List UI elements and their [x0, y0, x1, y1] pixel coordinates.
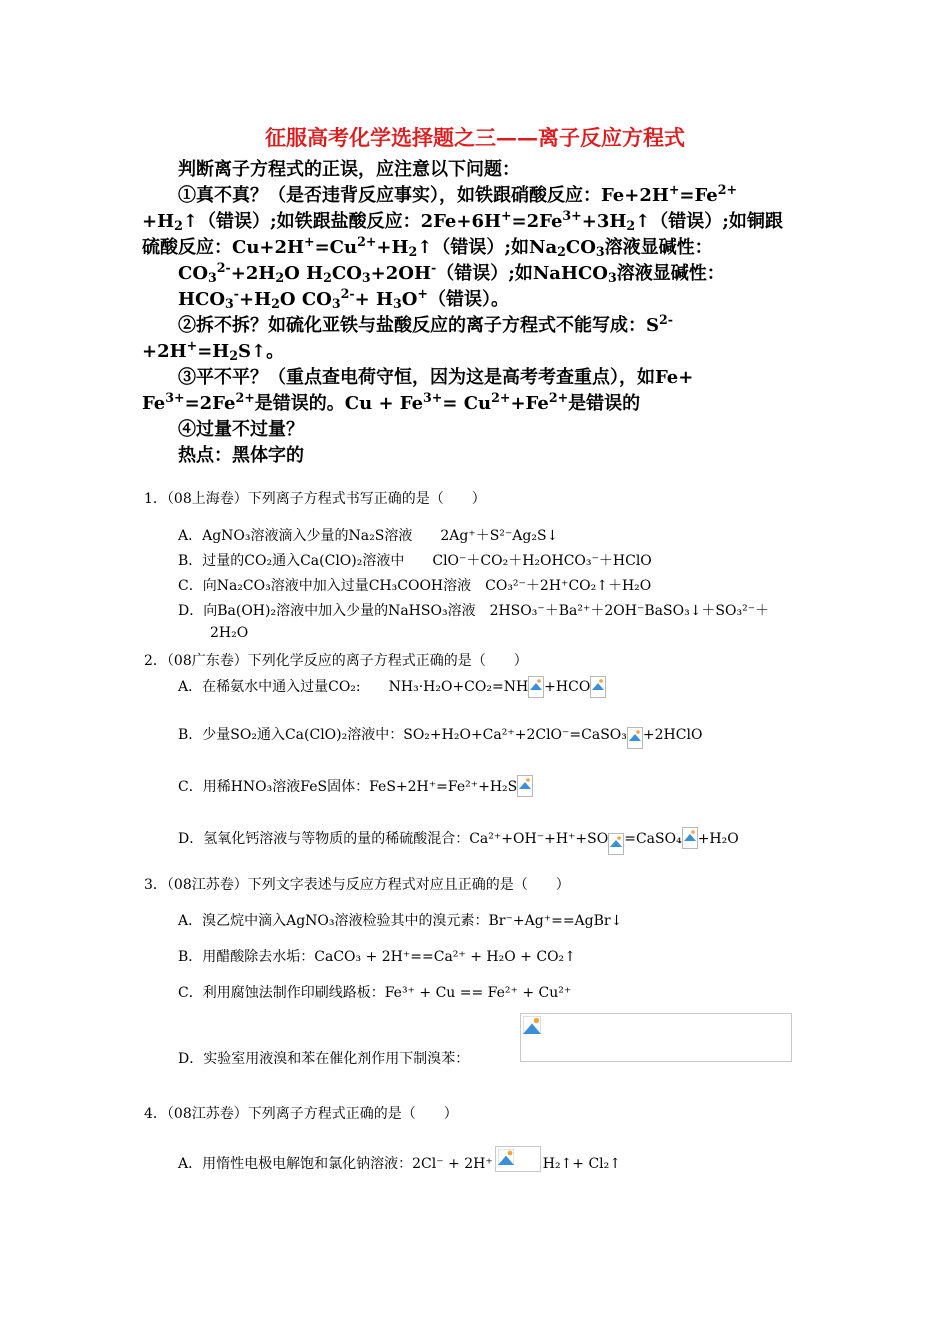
q1-option-c: C．向Na₂CO₃溶液中加入过量CH₃COOH溶液 CO₃²⁻＋2H⁺CO₂↑＋H₂O	[178, 578, 652, 594]
broken-image-icon	[528, 676, 544, 698]
q3-option-d: D．实验室用液溴和苯在催化剂作用下制溴苯：	[178, 1051, 470, 1067]
intro-line: $+H_2↑$（错误）;如铁跟盐酸反应：$2Fe+6H^+=2Fe^{3+}+3H_2↑$（错误）;如铜跟	[142, 208, 783, 234]
q3-option-b: B．用醋酸除去水垢：CaCO₃ + 2H⁺==Ca²⁺ + H₂O + CO₂↑	[178, 949, 576, 965]
intro-line: $Fe^{3+}=2Fe^{2+}$是错误的。$Cu + Fe^{3+}= Cu^{2+}+Fe^{2+}$是错误的	[142, 390, 641, 414]
broken-image-icon	[608, 833, 624, 855]
q1-option-d-continued: 2H₂O	[210, 625, 249, 641]
question-3-heading: 3．（08江苏卷）下列文字表述与反应方程式对应且正确的是（ ）	[144, 877, 570, 893]
q1-option-a: A．AgNO₃溶液滴入少量的Na₂S溶液 2Ag⁺＋S²⁻Ag₂S↓	[178, 528, 559, 544]
page-title: 征服高考化学选择题之三——离子反应方程式	[265, 125, 685, 150]
q2-option-c: C．用稀HNO₃溶液FeS固体：FeS+2H⁺=Fe²⁺+H₂S	[178, 775, 533, 797]
q2-option-a: A．在稀氨水中通入过量CO₂: NH₃·H₂O+CO₂=NH +HCO	[178, 676, 606, 698]
broken-image-icon	[517, 775, 533, 797]
broken-image-icon	[495, 1146, 541, 1172]
intro-line: $CO_3^{2-}+2H_2O$ $H_2CO_3+2OH^-$（错误）;如NaHCO$_3$溶液显碱性：	[178, 260, 725, 286]
intro-line: $+2H^+=H_2S↑$。	[142, 338, 285, 364]
q1-option-d: D．向Ba(OH)₂溶液中加入少量的NaHSO₃溶液 2HSO₃⁻＋Ba²⁺＋2OH⁻BaSO₃↓＋SO₃²⁻＋	[178, 603, 770, 619]
intro-line: 热点：黑体字的	[178, 445, 304, 466]
question-1-heading: 1．（08上海卷）下列离子方程式书写正确的是（ ）	[144, 491, 486, 507]
q3-option-c: C．利用腐蚀法制作印刷线路板：Fe³⁺ + Cu == Fe²⁺ + Cu²⁺	[178, 985, 572, 1001]
q4-option-a: A．用惰性电极电解饱和氯化钠溶液：2Cl⁻ + 2H⁺ H₂↑+ Cl₂↑	[178, 1146, 621, 1173]
intro-line: $HCO_3^-+H_2O$ $CO_3^{2-}+ H_3O^+$（错误）。	[178, 286, 509, 312]
intro-section	[142, 157, 812, 469]
q2-option-d: D．氢氧化钙溶液与等物质的量的稀硫酸混合：Ca²⁺+OH⁻+H⁺+SO =CaSO₄ +H₂O	[178, 827, 739, 855]
question-4-heading: 4．（08江苏卷）下列离子方程式正确的是（ ）	[144, 1106, 458, 1122]
intro-line: 判断离子方程式的正误，应注意以下问题：	[178, 159, 520, 180]
q3-option-a: A．溴乙烷中滴入AgNO₃溶液检验其中的溴元素：Br⁻+Ag⁺==AgBr↓	[178, 913, 623, 929]
intro-line: ③平不平？（重点查电荷守恒，因为这是高考考查重点），如Fe+	[178, 367, 694, 388]
intro-line: 硫酸反应：$Cu+2H^+=Cu^{2+}+H_2↑$（错误）;如$Na_2CO_3$溶液显碱性：	[142, 234, 713, 260]
broken-image-icon	[627, 727, 643, 749]
broken-image-icon	[682, 827, 698, 849]
intro-line: ②拆不拆？如硫化亚铁与盐酸反应的离子方程式不能写成：$S^{2-}$	[178, 312, 673, 336]
broken-image-icon	[590, 676, 606, 698]
broken-image-icon	[523, 1016, 541, 1034]
q1-option-b: B．过量的CO₂通入Ca(ClO)₂溶液中 ClO⁻＋CO₂＋H₂OHCO₃⁻＋HClO	[178, 553, 652, 569]
reaction-image-placeholder	[520, 1013, 792, 1062]
question-2-heading: 2．（08广东卷）下列化学反应的离子方程式正确的是（ ）	[144, 653, 528, 669]
intro-line: ④过量不过量？	[178, 419, 304, 440]
q2-option-b: B．少量SO₂通入Ca(ClO)₂溶液中：SO₂+H₂O+Ca²⁺+2ClO⁻=CaSO₃ +2HClO	[178, 724, 702, 749]
intro-line: ①真不真？（是否违背反应事实），如铁跟硝酸反应：$Fe+2H^+=Fe^{2+}$	[178, 182, 738, 206]
